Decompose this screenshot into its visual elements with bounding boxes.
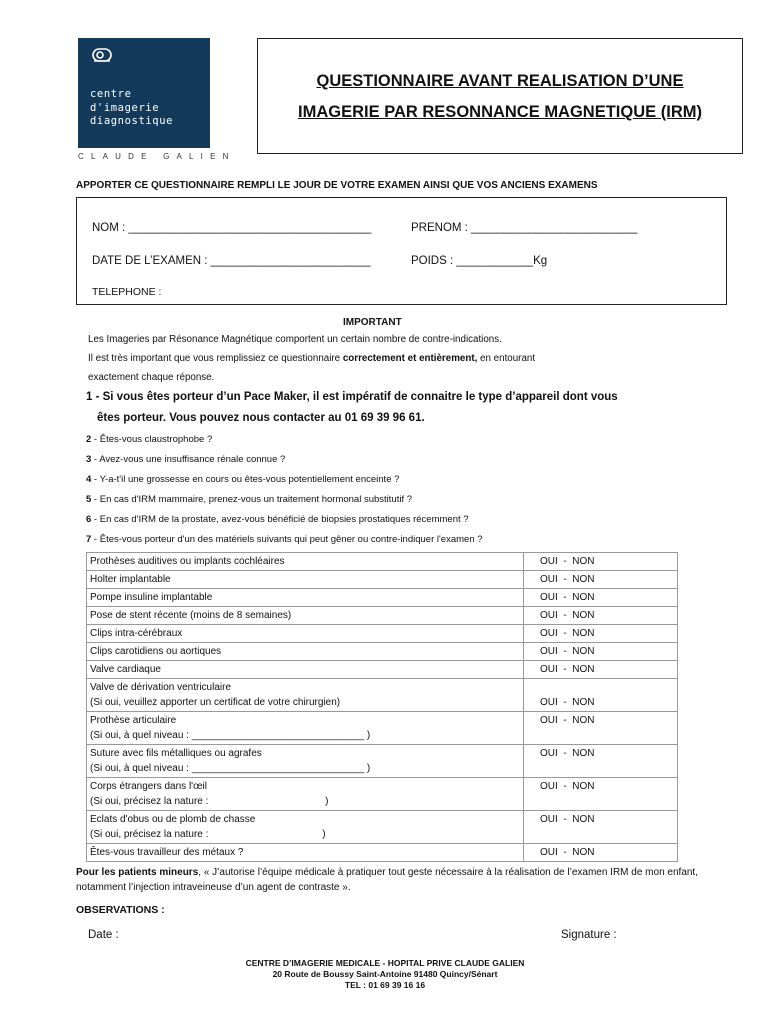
document-title-line1: QUESTIONNAIRE AVANT REALISATION D’UNE [316,72,684,90]
device-label [87,811,524,844]
table-row [87,811,678,844]
footer-line2: 20 Route de Boussy Saint-Antoine 91480 Quincy/Sénart [272,969,498,979]
device-name: Holter implantable [90,574,171,585]
oui-non-choice[interactable]: OUI - NON [524,745,678,778]
device-detail[interactable]: (Si oui, à quel niveau : _______________________________ ) [90,730,371,741]
device-name: Pompe insuline implantable [90,592,213,603]
logo-mark-icon [92,48,112,62]
device-label [87,589,524,607]
device-name: Clips carotidiens ou aortiques [90,646,222,657]
table-row [87,571,678,589]
device-name: Suture avec fils métalliques ou agrafes [90,748,262,759]
oui-non-choice[interactable]: OUI - NON [524,571,678,589]
oui-non-choice[interactable]: OUI - NON [524,661,678,679]
question-3: 3 - Avez-vous une insuffisance rénale connue ? [86,454,286,465]
telephone-field[interactable]: TELEPHONE : [92,286,162,298]
device-label [87,778,524,811]
question-2: 2 - Êtes-vous claustrophobe ? [86,434,213,445]
device-label [87,712,524,745]
clinic-logo [78,38,210,148]
observations-label: OBSERVATIONS : [76,904,165,916]
device-name: Êtes-vous travailleur des métaux ? [90,847,244,858]
table-row [87,607,678,625]
prenom-field[interactable]: PRENOM : __________________________ [411,222,638,234]
device-detail[interactable]: (Si oui, précisez la nature : ) [90,829,326,840]
question-1-line2: êtes porteur. Vous pouvez nous contacter au 01 69 39 96 61. [97,412,425,424]
minors-consent: Pour les patients mineurs, « J’autorise l’équipe médicale à pratiquer tout geste nécessaire à la réalisation de l’examen IRM de mon enfant, notamment l’injection intraveineuse d’un agent de contraste ». [76,867,698,893]
device-name: Prothèses auditives ou implants cochléaires [90,556,285,567]
device-label [87,571,524,589]
oui-non-choice[interactable]: OUI - NON [524,811,678,844]
exam-date-field[interactable]: DATE DE L’EXAMEN : _________________________ [92,255,371,267]
device-detail[interactable]: (Si oui, précisez la nature : ) [90,796,329,807]
logo-subtitle: CLAUDE GALIEN [78,152,236,161]
document-title-line2: IMAGERIE PAR RESONNANCE MAGNETIQUE (IRM) [298,103,702,121]
device-name: Eclats d'obus ou de plomb de chasse [90,814,256,825]
intro-line2: Il est très important que vous remplissiez ce questionnaire correctement et entièrement, en entourant [88,353,536,364]
device-name: Clips intra-cérébraux [90,628,183,639]
question-4: 4 - Y-a-t'il une grossesse en cours ou êtes-vous potentiellement enceinte ? [86,474,400,485]
date-label: Date : [88,929,119,941]
question-1-line1: 1 - Si vous êtes porteur d’un Pace Maker, il est impératif de connaitre le type d’appareil dont vous [86,391,618,403]
device-label [87,661,524,679]
device-label [87,553,524,571]
table-row [87,679,678,712]
table-row [87,778,678,811]
footer-line1: CENTRE D’IMAGERIE MEDICALE - HOPITAL PRIVE CLAUDE GALIEN [245,958,525,968]
table-row [87,553,678,571]
oui-non-choice[interactable]: OUI - NON [524,778,678,811]
logo-text: centre d'imagerie diagnostique [90,88,174,127]
identity-box [76,197,727,305]
oui-non-choice[interactable]: OUI - NON [524,625,678,643]
oui-non-choice[interactable]: OUI - NON [524,607,678,625]
intro-line3: exactement chaque réponse. [88,372,215,383]
question-7: 7 - Êtes-vous porteur d'un des matériels suivants qui peut gêner ou contre-indiquer l'examen ? [86,534,483,545]
device-label [87,679,524,712]
device-name: Prothèse articulaire [90,715,177,726]
device-name: Corps étrangers dans l'œil [90,781,207,792]
oui-non-choice[interactable]: OUI - NON [524,589,678,607]
oui-non-choice[interactable]: OUI - NON [524,844,678,862]
oui-non-choice[interactable]: OUI - NON [524,679,678,712]
table-row [87,844,678,862]
signature-label: Signature : [561,929,617,941]
device-label [87,625,524,643]
nom-field[interactable]: NOM : ______________________________________ [92,222,372,234]
question-5: 5 - En cas d'IRM mammaire, prenez-vous un traitement hormonal substitutif ? [86,494,413,505]
important-heading: IMPORTANT [343,317,402,328]
device-name: Pose de stent récente (moins de 8 semaines) [90,610,292,621]
device-detail[interactable]: (Si oui, à quel niveau : _______________________________ ) [90,763,371,774]
device-detail[interactable]: (Si oui, veuillez apporter un certificat de votre chirurgien) [90,697,341,708]
table-row [87,661,678,679]
weight-field[interactable]: POIDS : ____________Kg [411,255,548,267]
question-6: 6 - En cas d'IRM de la prostate, avez-vous bénéficié de biopsies prostatiques récemment ? [86,514,469,525]
oui-non-choice[interactable]: OUI - NON [524,643,678,661]
device-name: Valve de dérivation ventriculaire [90,682,232,693]
footer-line3: TEL : 01 69 39 16 16 [344,980,426,990]
device-label [87,607,524,625]
table-row [87,589,678,607]
device-label [87,844,524,862]
device-name: Valve cardiaque [90,664,161,675]
table-row [87,712,678,745]
table-row [87,643,678,661]
oui-non-choice[interactable]: OUI - NON [524,712,678,745]
device-label [87,745,524,778]
intro-line1: Les Imageries par Résonance Magnétique comportent un certain nombre de contre-indications. [88,334,502,345]
device-label [87,643,524,661]
oui-non-choice[interactable]: OUI - NON [524,553,678,571]
title-box [257,38,743,154]
devices-table [86,552,678,862]
instruction: APPORTER CE QUESTIONNAIRE REMPLI LE JOUR DE VOTRE EXAMEN AINSI QUE VOS ANCIENS EXAMENS [76,180,598,191]
table-row [87,625,678,643]
table-row [87,745,678,778]
